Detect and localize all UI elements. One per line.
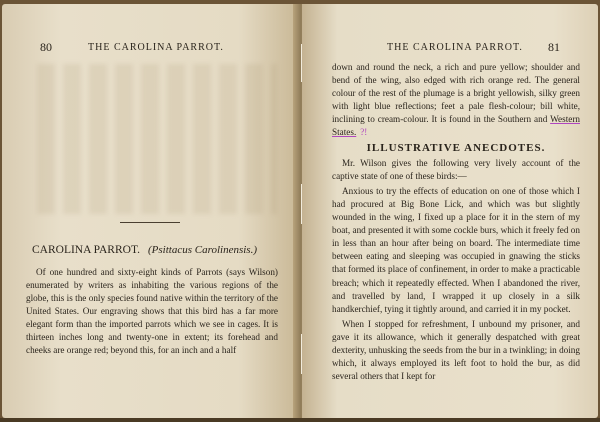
left-page: [2, 4, 298, 418]
background-edge: [0, 418, 600, 422]
open-book: [2, 4, 598, 418]
left-running-head: THE CAROLINA PARROT.: [88, 42, 224, 53]
heading-latin-name: (Psittacus Carolinensis.): [148, 244, 257, 256]
right-running-head: THE CAROLINA PARROT.: [387, 42, 523, 53]
right-paragraph-3: Anxious to try the effects of education on one of those which I had procured at Big Bone Lick, and which was but slightly wounded in the wing, I fixed up a place for it in the stern of my boat, and presented it with some cockle burs, which it freely fed on in less than an hour after being on board. The intermediate time between eating and sleeping was occupied in gnawing the sticks that formed its place of confinement, in order to make a practicable breach; which it repeatedly effected. When I abandoned the river, and travelled by land, I wrapped it up closely in a silk handkerchief, tying it tightly around, and carried it in my pocket.: [332, 185, 580, 314]
right-paragraph-2: Mr. Wilson gives the following very lively account of the captive state of one of these birds:—: [332, 157, 580, 181]
anecdotes-subheading: ILLUSTRATIVE ANECDOTES.: [366, 141, 546, 154]
annotated-phrase: Western States.: [332, 114, 580, 138]
handwritten-mark: ?!: [360, 127, 368, 138]
left-body-text: [26, 266, 278, 357]
heading-title: CAROLINA PARROT.: [32, 244, 140, 256]
right-paragraph-1: down and round the neck, a rich and pure yellow; shoulder and bend of the wing, also edged with rich orange red. The general colour of the rest of the plumage is a bright yellowish, silky green with light blue reflections; feet a pale flesh-colour; bill white, inclining to cream-colour. It is found in the Southern and Western States. ?!: [332, 62, 580, 138]
left-page-number: 80: [40, 40, 52, 54]
right-body-text: [332, 61, 580, 385]
section-heading: [32, 244, 257, 256]
bleed-through-illustration: [37, 64, 277, 214]
left-paragraph: Of one hundred and sixty-eight kinds of Parrots (says Wilson) enumerated by writers as inhabiting the various regions of the globe, this is the only species found native within the territory of the United States. Our engraving shows that this bird has a far more elegant form than the imported parrots which we see in cages. It is thirteen inches long and twenty-one in extent; its forehead and cheeks are orange red; beyond this, for an inch and a half: [26, 267, 278, 355]
right-page-number: 81: [548, 40, 560, 54]
right-paragraph-4: When I stopped for refreshment, I unbound my prisoner, and gave it its allowance, which it generally despatched with great dexterity, unhusking the seeds from the bur in a twinkling; in doing which, it always employed its left foot to hold the bur, as did several others that I kept for: [332, 318, 580, 382]
divider-rule: [120, 222, 180, 223]
